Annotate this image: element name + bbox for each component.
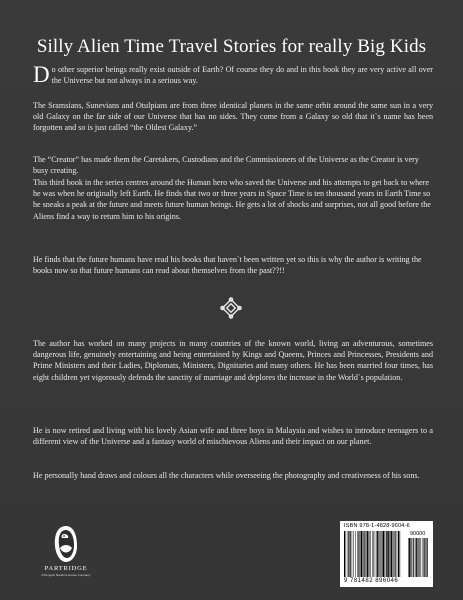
barcode-bar xyxy=(390,531,391,577)
diamond-knot-ornament-icon xyxy=(220,297,242,319)
barcode-label xyxy=(340,521,433,587)
drop-cap: D xyxy=(33,62,50,87)
barcode-bar xyxy=(386,531,387,577)
paragraph-retired: He is now retired and living with his lovely Asian wife and three boys in Malaysia and wishes to introduce teenagers to a different view of the Universe and a fantasy world of mischievous Aliens and their impact on our planet. xyxy=(33,426,433,447)
barcode-bar xyxy=(410,538,411,577)
barcode-bar xyxy=(413,538,414,577)
barcode-bar xyxy=(420,538,421,577)
barcode-bar xyxy=(350,531,351,577)
barcode-bar xyxy=(358,531,359,577)
intro-paragraph xyxy=(33,64,433,86)
barcode-bar xyxy=(344,531,345,577)
publisher-name: PARTRIDGE xyxy=(44,565,88,572)
barcode-bar xyxy=(388,531,389,577)
barcode-bar xyxy=(361,531,362,577)
barcode-bar xyxy=(391,531,392,577)
intro-text: o other superior beings really exist outside of Earth? Of course they do and in this book they are very active all over the Universe but not always in a serious way. xyxy=(51,65,433,86)
barcode-bar xyxy=(427,538,428,577)
ean-barcode-icon xyxy=(344,531,406,577)
paragraph-draws: He personally hand draws and colours all the characters while overseeing the photography and creativeness of his sons. xyxy=(33,471,420,480)
addon-barcode-icon xyxy=(408,538,429,577)
barcode-bar xyxy=(398,531,399,577)
paragraph-author-bio: The author has worked on many projects in many countries of the known world, living an adventurous, sometimes dangerous life, genuinely entertaining and being entertained by Kings and Queens, Princes and Princesses, Presidents and Prime Ministers and their Ladies, Diplomats, Ministers, Dignitaries and many others. He has been married four times, has eight children yet vigorously defends the sanctity of marriage and deplores the increase in the World`s population. xyxy=(33,339,433,382)
barcode-bar xyxy=(382,531,384,577)
paragraph-sramsians: The Sramsians, Sunevians and Otulpians are from three identical planets in the same orbit around the same sun in a very old Galaxy on the far side of our Universe that has no sides. They come from a Galaxy so old that it`s name has been forgotten and so is just called “the Oldest Galaxy.” xyxy=(33,101,433,133)
price-code: 90000 xyxy=(410,531,426,537)
barcode-bar xyxy=(364,531,365,577)
partridge-bird-logo-icon xyxy=(51,524,81,564)
publisher-logo xyxy=(40,524,92,588)
paragraph-creator: The “Creator” has made them the Caretakers, Custodians and the Commissioners of the Universe as the Creator is very busy creating. xyxy=(33,155,419,176)
barcode-bar xyxy=(348,531,349,577)
barcode-bar xyxy=(395,531,396,577)
isbn-text: ISBN 978-1-4828-9604-6 xyxy=(344,523,410,529)
barcode-bar xyxy=(416,538,417,577)
paragraph-third-book: This third book in the series centres around the Human hero who saved the Universe and his attempts to get back to where he was when he originally left Earth. He finds that two or three years in Space Time is ten thousand years in Earth Time so he sneaks a peak at the future and meets future human beings. He gets a lot of shocks and surprises, not all good before the Aliens find a way to return him to his origins. xyxy=(33,178,431,221)
book-title: Silly Alien Time Travel Stories for really Big Kids xyxy=(36,36,427,57)
barcode-bar xyxy=(409,538,410,577)
publisher-tagline: A Penguin Random House Company xyxy=(41,573,91,577)
barcode-bar xyxy=(424,538,425,577)
barcode-bar xyxy=(377,531,378,577)
paragraph-future-humans: He finds that the future humans have read his books that haven`t been written yet so this is why the author is writing the books now so that future humans can read about themselves from the past??!! xyxy=(33,255,422,276)
barcode-bar xyxy=(367,531,368,577)
ean-number: 9 781482 896046 xyxy=(344,578,399,584)
